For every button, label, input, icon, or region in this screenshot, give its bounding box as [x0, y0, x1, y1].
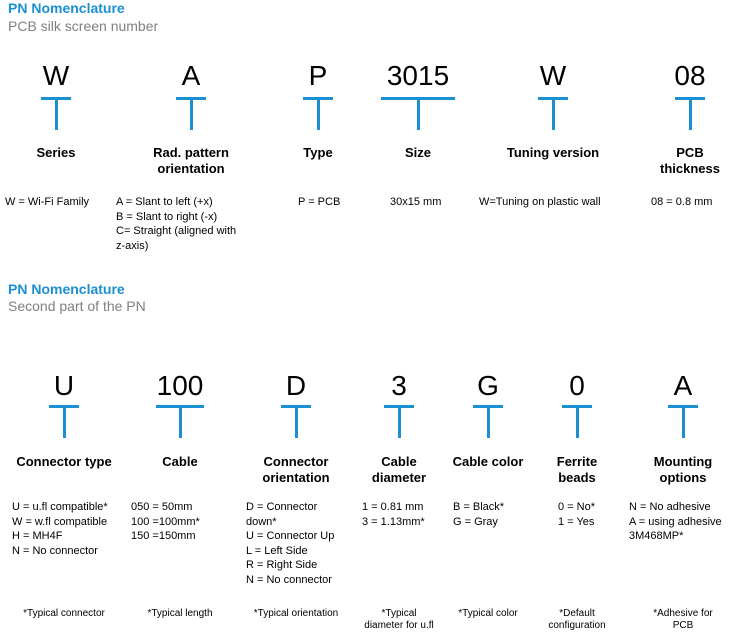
section2-title: PN Nomenclature [8, 281, 125, 297]
field-description-line: B = Black* [453, 501, 505, 513]
field-footnote: *Typical connector [23, 608, 105, 619]
field-description-line: N = No connector [12, 544, 98, 557]
field-description-line: R = Right Side [246, 559, 318, 571]
pn-code: A [181, 60, 201, 91]
field-description-line: 30x15 mm [390, 196, 442, 208]
pointer-stem [417, 100, 420, 130]
field-footnote: *Adhesive for PCB [653, 608, 713, 631]
field-description-line: U = Connector Up [246, 530, 335, 542]
pointer-stem [63, 408, 66, 438]
field-description-line: G = Gray [453, 515, 498, 528]
pn-code: D [285, 370, 307, 401]
field-heading: Cable diameter [371, 454, 427, 485]
field-heading: Connector orientation [262, 454, 330, 485]
pn-code: G [477, 370, 499, 401]
field-description-line: 100 =100mm* [131, 515, 200, 528]
field-heading: Rad. pattern orientation [153, 145, 229, 176]
field-footnote: *Typical color [458, 608, 518, 619]
pn-code: 3015 [386, 60, 450, 91]
field-description-line: 3 = 1.13mm* [362, 515, 425, 528]
field-footnote: *Typical orientation [253, 608, 339, 619]
field-footnote: *Typical length [147, 608, 213, 619]
pointer-stem [55, 100, 58, 130]
field-description-line: W = Wi-Fi Family [5, 196, 90, 208]
field-description-line: 3M468MP* [629, 530, 684, 542]
field-heading: PCB thickness [660, 145, 720, 176]
field-heading: Series [36, 145, 76, 160]
pn-code: P [308, 60, 328, 91]
field-description-line: B = Slant to right (-x) [116, 210, 218, 223]
field-description-line: 050 = 50mm [131, 501, 193, 513]
pointer-stem [295, 408, 298, 438]
pointer-stem [682, 408, 685, 438]
field-description-line: A = Slant to left (+x) [116, 196, 213, 208]
field-description-line: N = No connector [246, 573, 332, 586]
field-description-line: H = MH4F [12, 530, 63, 542]
field-heading: Mounting options [653, 454, 713, 485]
pointer-stem [552, 100, 555, 130]
field-footnote: *Default configuration [548, 608, 606, 631]
field-description-line: C= Straight (aligned with [116, 225, 237, 237]
field-heading: Cable color [452, 454, 524, 469]
pn-code: W [539, 60, 567, 91]
pn-code: 0 [569, 370, 585, 401]
field-heading: Cable [162, 454, 198, 469]
field-description-line: 0 = No* [558, 501, 595, 513]
section1-title: PN Nomenclature [8, 0, 125, 16]
field-description-line: z-axis) [116, 239, 149, 252]
pointer-stem [689, 100, 692, 130]
field-description-line: 1 = 0.81 mm [362, 501, 424, 513]
pointer-stem [487, 408, 490, 438]
section2-subtitle: Second part of the PN [8, 298, 146, 314]
pn-code: W [42, 60, 70, 91]
field-heading: Ferrite beads [556, 454, 598, 485]
pn-code: A [673, 370, 693, 401]
field-description-line: W=Tuning on plastic wall [479, 196, 601, 208]
section1-subtitle: PCB silk screen number [8, 18, 159, 34]
pn-code: U [53, 370, 75, 401]
pn-code: 08 [674, 60, 706, 91]
field-description-line: L = Left Side [246, 544, 308, 557]
field-description-line: 150 =150mm [131, 530, 196, 542]
field-description-line: P = PCB [298, 196, 341, 208]
pointer-stem [317, 100, 320, 130]
pointer-stem [576, 408, 579, 438]
pointer-stem [190, 100, 193, 130]
field-description-line: U = u.fl compatible* [12, 501, 108, 513]
field-description-line: 08 = 0.8 mm [651, 196, 713, 208]
field-heading: Connector type [16, 454, 112, 469]
field-footnote: *Typical diameter for u.fl [364, 608, 434, 631]
field-heading: Tuning version [506, 145, 600, 160]
field-description-line: W = w.fl compatible [12, 515, 108, 528]
pn-code: 3 [391, 370, 407, 401]
field-heading: Type [303, 145, 333, 160]
pointer-stem [179, 408, 182, 438]
field-heading: Size [404, 145, 432, 160]
field-description-line: 1 = Yes [558, 515, 595, 528]
field-description-line: D = Connector [246, 501, 318, 513]
field-description-line: N = No adhesive [629, 501, 711, 513]
field-description-line: down* [246, 515, 277, 528]
pn-code: 100 [156, 370, 204, 401]
pointer-stem [398, 408, 401, 438]
field-description-line: A = using adhesive [629, 515, 722, 528]
